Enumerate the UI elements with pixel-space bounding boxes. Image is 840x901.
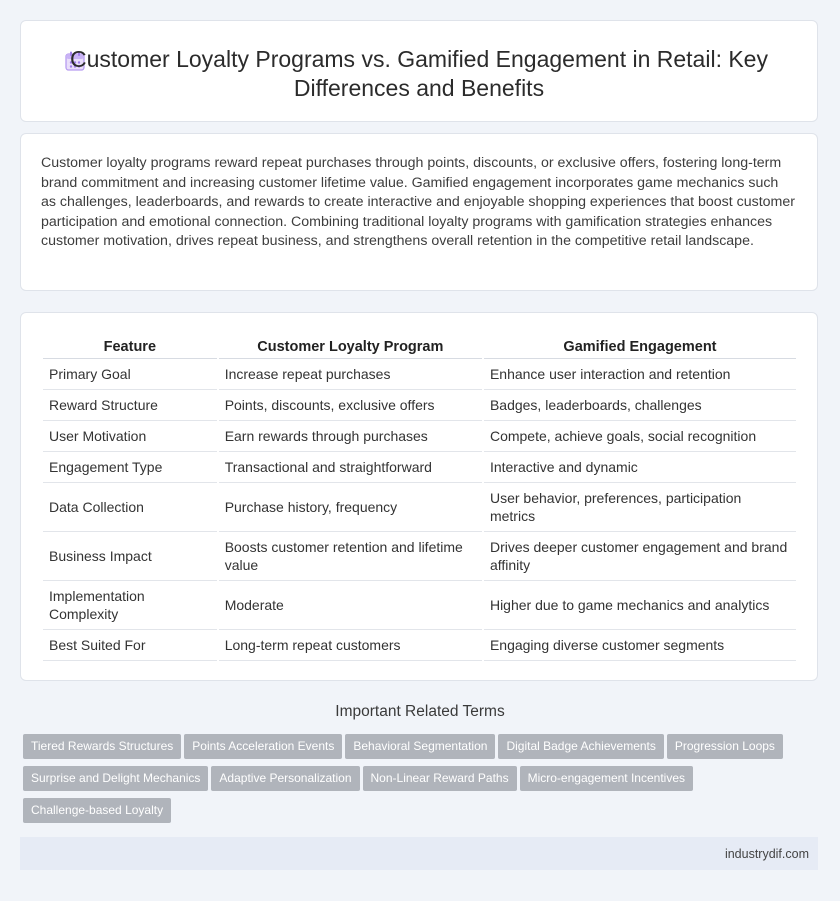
title-card xyxy=(20,20,818,122)
feature-cell: Data Collection xyxy=(43,483,217,532)
table-header-row xyxy=(43,333,796,359)
header-feature: Feature xyxy=(43,333,217,359)
comparison-table xyxy=(41,333,798,661)
related-term-tag[interactable]: Adaptive Personalization xyxy=(211,766,359,791)
related-term-tag[interactable]: Non-Linear Reward Paths xyxy=(363,766,517,791)
related-term-tag[interactable]: Digital Badge Achievements xyxy=(498,734,663,759)
related-terms-list xyxy=(23,734,803,830)
table-row xyxy=(43,359,796,390)
header-loyalty-program: Customer Loyalty Program xyxy=(219,333,482,359)
related-term-tag[interactable]: Behavioral Segmentation xyxy=(345,734,495,759)
footer xyxy=(20,837,818,870)
loyalty-cell: Earn rewards through purchases xyxy=(219,421,482,452)
gamified-cell: User behavior, preferences, participation metrics xyxy=(484,483,796,532)
gamified-cell: Interactive and dynamic xyxy=(484,452,796,483)
loyalty-cell: Purchase history, frequency xyxy=(219,483,482,532)
comparison-card xyxy=(20,312,818,681)
table-row xyxy=(43,581,796,630)
table-row xyxy=(43,421,796,452)
feature-cell: Engagement Type xyxy=(43,452,217,483)
feature-cell: Reward Structure xyxy=(43,390,217,421)
loyalty-cell: Increase repeat purchases xyxy=(219,359,482,390)
feature-cell: User Motivation xyxy=(43,421,217,452)
gamified-cell: Badges, leaderboards, challenges xyxy=(484,390,796,421)
related-term-tag[interactable]: Micro-engagement Incentives xyxy=(520,766,693,791)
related-term-tag[interactable]: Tiered Rewards Structures xyxy=(23,734,181,759)
table-row xyxy=(43,483,796,532)
footer-site-link[interactable]: industrydif.com xyxy=(724,847,809,861)
feature-cell: Best Suited For xyxy=(43,630,217,661)
intro-paragraph: Customer loyalty programs reward repeat purchases through points, discounts, or exclusive offers, fostering long-term brand commitment and increasing customer lifetime value. Gamified engagement incorporates game mechanics such as challenges, leaderboards, and rewards to create interactive and enjoyable shopping experiences that boost customer participation and emotional connection. Combining traditional loyalty programs with gamification strategies enhances customer motivation, drives repeat business, and strengthens overall retention in the competitive retail landscape. xyxy=(41,155,795,249)
feature-cell: Primary Goal xyxy=(43,359,217,390)
feature-cell: Business Impact xyxy=(43,532,217,581)
related-term-tag[interactable]: Progression Loops xyxy=(667,734,783,759)
page-title: Customer Loyalty Programs vs. Gamified Engagement in Retail: Key Differences and Benefits xyxy=(70,46,768,101)
related-term-tag[interactable]: Challenge-based Loyalty xyxy=(23,798,171,823)
table-row xyxy=(43,452,796,483)
related-term-tag[interactable]: Points Acceleration Events xyxy=(184,734,342,759)
header-gamified-engagement: Gamified Engagement xyxy=(484,333,796,359)
loyalty-cell: Long-term repeat customers xyxy=(219,630,482,661)
loyalty-cell: Points, discounts, exclusive offers xyxy=(219,390,482,421)
table-row xyxy=(43,630,796,661)
gamified-cell: Engaging diverse customer segments xyxy=(484,630,796,661)
loyalty-cell: Transactional and straightforward xyxy=(219,452,482,483)
gamified-cell: Drives deeper customer engagement and brand affinity xyxy=(484,532,796,581)
gamified-cell: Higher due to game mechanics and analytics xyxy=(484,581,796,630)
table-row xyxy=(43,390,796,421)
related-term-tag[interactable]: Surprise and Delight Mechanics xyxy=(23,766,208,791)
table-row xyxy=(43,532,796,581)
loyalty-cell: Moderate xyxy=(219,581,482,630)
intro-card xyxy=(20,133,818,291)
related-terms-title: Important Related Terms xyxy=(335,703,505,720)
feature-cell: Implementation Complexity xyxy=(43,581,217,630)
gamified-cell: Enhance user interaction and retention xyxy=(484,359,796,390)
loyalty-cell: Boosts customer retention and lifetime value xyxy=(219,532,482,581)
gamified-cell: Compete, achieve goals, social recognition xyxy=(484,421,796,452)
